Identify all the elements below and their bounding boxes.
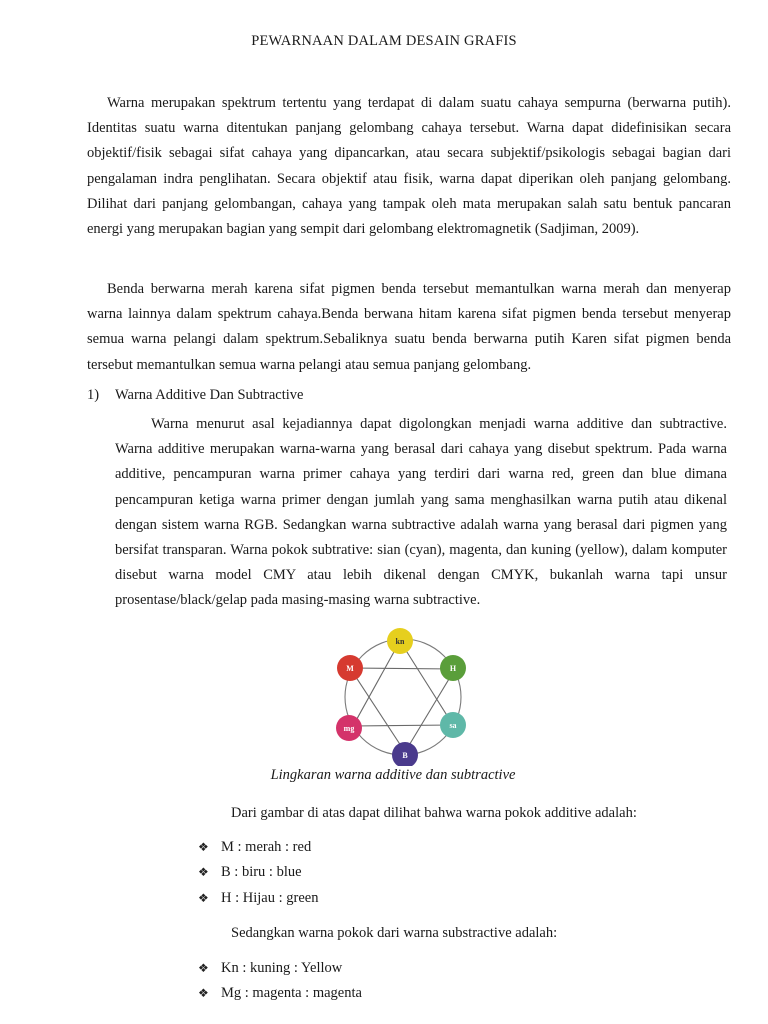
subtractive-list — [198, 958, 362, 1009]
wheel-node-label: H — [449, 664, 457, 673]
paragraph-pigment: Benda berwarna merah karena sifat pigmen benda tersebut memantulkan warna merah dan menyerap warna lainnya dalam spektrum cahaya.Benda berwana hitam karena sifat pigmen benda tersebut menyerap semua warna pelangi dalam spektrum.Sebaliknya suatu benda berwarna putih Karen sifat pigmen benda tersebut memantulkan semua warna pelangi atau semua panjang gelombang. — [87, 281, 731, 373]
wheel-node-label: kn — [395, 637, 405, 646]
list-item-text: M : merah : red — [221, 839, 312, 855]
diamond-bullet-icon: ❖ — [198, 865, 209, 880]
list-item-text: Kn : kuning : Yellow — [221, 960, 343, 976]
wheel-node-label: B — [402, 751, 408, 760]
section-number: 1) — [87, 387, 100, 403]
additive-intro: Dari gambar di atas dapat dilihat bahwa warna pokok additive adalah: — [231, 805, 637, 821]
wheel-node-mg — [336, 715, 362, 741]
wheel-node-label: mg — [343, 724, 355, 733]
paragraph-color-definition: Warna merupakan spektrum tertentu yang terdapat di dalam suatu cahaya sempurna (berwarna putih). Identitas suatu warna ditentukan panjang gelombang cahaya tersebut. Warna dapat didefinisikan secara objektif/fisik sebagai sifat cahaya yang dipancarkan, atau secara subjektif/psikologis sebagai bagian dari pengalaman indra penglihatan. Secara objektif atau fisik, warna dapat diperikan oleh panjang gelombang. Dilihat dari panjang gelombangan, cahaya yang tampak oleh mata merupakan salah satu bentuk pancaran energi yang merupakan bagian yang sempit dari gelombang elektromagnetik (Sadjiman, 2009). — [87, 95, 731, 238]
list-item — [198, 837, 318, 862]
diamond-bullet-icon: ❖ — [198, 840, 209, 854]
list-item — [198, 862, 318, 887]
color-wheel-diagram — [330, 624, 474, 766]
list-item-text: H : Hijau : green — [221, 889, 319, 906]
color-wheel-figure — [330, 624, 474, 766]
wheel-node-label: M — [346, 664, 354, 673]
wheel-node-m — [337, 655, 363, 681]
triangle-up — [353, 641, 453, 726]
wheel-node-h — [440, 655, 466, 681]
list-item — [198, 888, 318, 913]
outer-ring — [345, 639, 461, 755]
section-heading: Warna Additive Dan Subtractive — [115, 387, 304, 403]
wheel-node-label: sa — [449, 721, 457, 730]
wheel-node-kn — [387, 628, 413, 654]
wheel-node-b — [392, 742, 418, 766]
additive-list — [198, 837, 318, 913]
triangle-down — [350, 668, 455, 752]
page-title: PEWARNAAN DALAM DESAIN GRAFIS — [251, 33, 517, 49]
list-item-text: Mg : magenta : magenta — [221, 985, 362, 1002]
figure-caption: Lingkaran warna additive dan subtractive — [270, 767, 516, 783]
list-item — [198, 958, 362, 983]
wheel-node-sa — [440, 712, 466, 738]
list-item — [198, 983, 362, 1008]
diamond-bullet-icon: ❖ — [198, 890, 209, 905]
list-item-text: B : biru : blue — [221, 864, 302, 881]
paragraph-additive-subtractive: Warna menurut asal kejadiannya dapat digolongkan menjadi warna additive dan subtractive. Warna additive merupakan warna-warna yang berasal dari cahaya yang disebut spektrum. Pada warna additive, pencampuran warna primer cahaya yang terdiri dari warna red, green dan blue dimana pencampuran ketiga warna primer dengan jumlah yang sama menghasilkan warna putih atau dikenal dengan sistem warna RGB. Sedangkan warna subtractive adalah warna yang berasal dari pigmen yang bersifat transparan. Warna pokok subtrative: sian (cyan), magenta, dan kuning (yellow), dalam komputer disebut warna model CMY atau lebih dikenal dengan CMYK, bukanlah warna tapi unsur prosentase/black/gelap pada masing-masing warna subtractive. — [115, 416, 727, 609]
diamond-bullet-icon: ❖ — [198, 986, 209, 1001]
subtractive-intro: Sedangkan warna pokok dari warna substractive adalah: — [231, 925, 558, 941]
diamond-bullet-icon: ❖ — [198, 961, 209, 975]
